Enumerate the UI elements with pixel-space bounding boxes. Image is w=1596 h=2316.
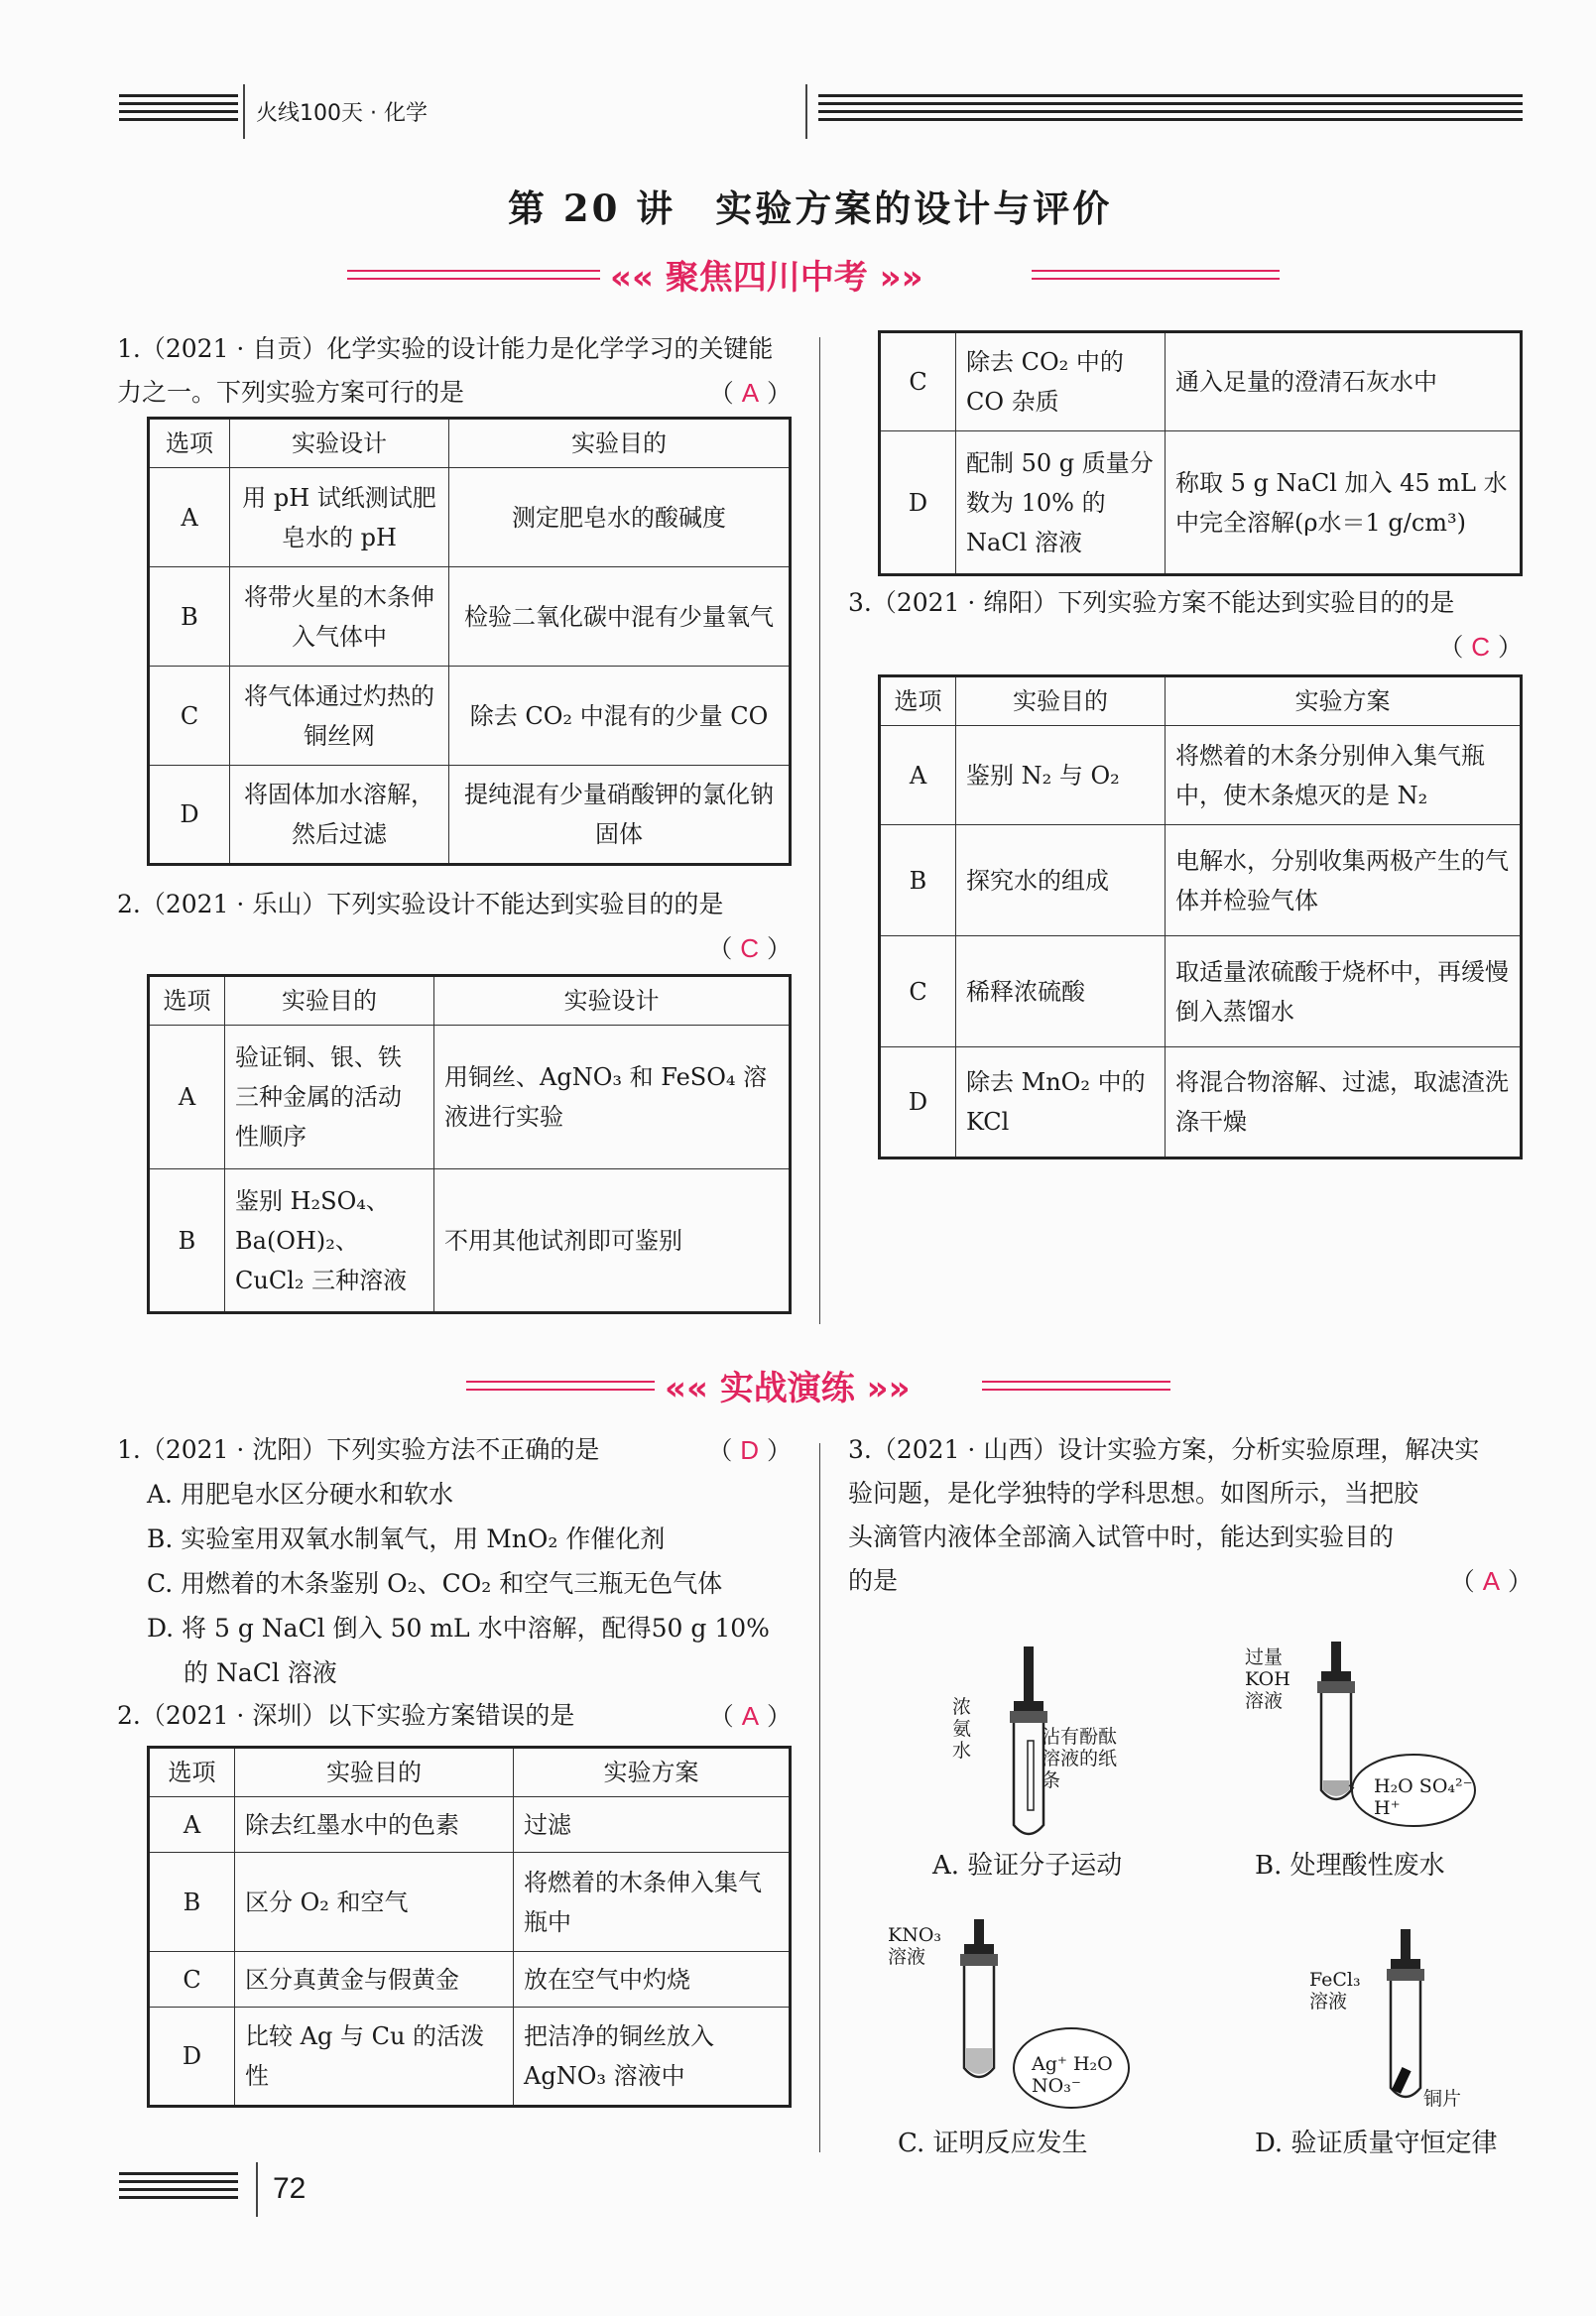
table-cell: 稀释浓硫酸: [956, 936, 1166, 1047]
table-cell: 比较 Ag 与 Cu 的活泼性: [235, 2008, 514, 2107]
table-cell: 将气体通过灼热的铜丝网: [230, 667, 449, 766]
section-title-focus: 聚焦四川中考: [665, 258, 868, 298]
q2-table-continued: [878, 330, 1523, 576]
table-cell: A: [149, 468, 230, 567]
table-header: 选项: [149, 976, 225, 1026]
table-cell: 区分真黄金与假黄金: [235, 1952, 514, 2008]
table-cell: B: [880, 825, 956, 936]
table-header: 实验设计: [230, 419, 449, 468]
table-cell: 提纯混有少量硝酸钾的氯化钠固体: [449, 766, 791, 865]
table-cell: 鉴别 N₂ 与 O₂: [956, 726, 1166, 825]
table-cell: C: [149, 667, 230, 766]
table-header: 选项: [149, 419, 230, 468]
q2-answer: C: [740, 933, 760, 963]
table-header: 实验目的: [449, 419, 791, 468]
table-header: 选项: [880, 676, 956, 726]
p2-q1-stem: 1.（2021 · 沈阳）下列实验方法不正确的是 （ D ）: [117, 1435, 792, 1465]
table-header: 实验方案: [1166, 676, 1522, 726]
table-cell: 除去 CO₂ 中混有的少量 CO: [449, 667, 791, 766]
column-divider-top: [819, 337, 820, 1324]
p2-q1-option-d-cont: 的 NaCl 溶液: [184, 1658, 337, 1687]
table-header: 实验目的: [235, 1748, 514, 1797]
footer-rule: [119, 2172, 238, 2204]
table-header: 实验设计: [434, 976, 791, 1026]
figure-b-bubble: H₂O SO₄²⁻ H⁺: [1374, 1775, 1473, 1819]
table-cell: 电解水，分别收集两极产生的气体并检验气体: [1166, 825, 1522, 936]
table-cell: 检验二氧化碳中混有少量氧气: [449, 567, 791, 667]
stem-line: 的是: [848, 1566, 899, 1595]
table-header: 实验目的: [225, 976, 434, 1026]
table-cell: D: [149, 766, 230, 865]
header-divider: [243, 84, 245, 139]
table-cell: 将带火星的木条伸入气体中: [230, 567, 449, 667]
table-cell: 验证铜、银、铁三种金属的活动性顺序: [225, 1026, 434, 1169]
table-cell: 将燃着的木条伸入集气瓶中: [514, 1853, 791, 1952]
table-cell: A: [149, 1797, 235, 1853]
header-rule-left: [119, 94, 238, 126]
figure-b-label1: 过量KOH溶液: [1245, 1646, 1290, 1712]
table-cell: 配制 50 g 质量分数为 10% 的 NaCl 溶液: [956, 431, 1166, 575]
table-cell: D: [880, 1047, 956, 1158]
q1-answer: A: [741, 378, 760, 408]
figure-d-label1: FeCl₃溶液: [1309, 1969, 1361, 2012]
table-cell: 将燃着的木条分别伸入集气瓶中，使木条熄灭的是 N₂: [1166, 726, 1522, 825]
stem-line: 3.（2021 · 山西）设计实验方案，分析实验原理，解决实: [848, 1435, 1480, 1464]
table-cell: 通入足量的澄清石灰水中: [1166, 332, 1522, 431]
stem-line: 验问题，是化学独特的学科思想。如图所示，当把胶: [848, 1479, 1419, 1508]
table-cell: D: [880, 431, 956, 575]
q1-stem: 1.（2021 · 自贡）化学实验的设计能力是化学学习的关键能力之一。下列实验方案可行的是 （ A ）: [117, 334, 792, 408]
q3-answer: C: [1471, 632, 1491, 662]
p2-q1-option-a: A. 用肥皂水区分硬水和软水: [147, 1480, 453, 1509]
table-cell: 除去 CO₂ 中的 CO 杂质: [956, 332, 1166, 431]
table-cell: 放在空气中灼烧: [514, 1952, 791, 2008]
section-banner-focus: «« 聚焦四川中考 »»: [347, 248, 1280, 307]
p2-q1-option-c: C. 用燃着的木条鉴别 O₂、CO₂ 和空气三瓶无色气体: [147, 1569, 723, 1598]
p2-q1-answer: D: [740, 1435, 760, 1465]
q2-table: [147, 974, 792, 1314]
p2-q1-option-d: D. 将 5 g NaCl 倒入 50 mL 水中溶解，配得50 g 10%: [147, 1614, 770, 1643]
page-title: 第 20 讲 实验方案的设计与评价: [508, 186, 1113, 230]
q3-stem: 3.（2021 · 绵阳）下列实验方案不能达到实验目的的是 （ C ）: [848, 588, 1523, 662]
p2-q2-stem: 2.（2021 · 深圳）以下实验方案错误的是 （ A ）: [117, 1701, 792, 1731]
table-header: 实验方案: [514, 1748, 791, 1797]
table-header: 选项: [149, 1748, 235, 1797]
table-cell: 取适量浓硫酸于烧杯中，再缓慢倒入蒸馏水: [1166, 936, 1522, 1047]
figure-c-bubble: Ag⁺ H₂O NO₃⁻: [1032, 2053, 1113, 2097]
p2-q1-option-b: B. 实验室用双氧水制氧气，用 MnO₂ 作催化剂: [147, 1524, 666, 1553]
table-cell: 用 pH 试纸测试肥皂水的 pH: [230, 468, 449, 567]
table-cell: 鉴别 H₂SO₄、Ba(OH)₂、CuCl₂ 三种溶液: [225, 1169, 434, 1313]
section-banner-practice: «« 实战演练 »»: [466, 1359, 1170, 1418]
table-cell: B: [149, 567, 230, 667]
table-cell: C: [149, 1952, 235, 2008]
p2-q2-answer: A: [741, 1701, 760, 1731]
p2-q3-answer: A: [1482, 1566, 1501, 1596]
table-cell: 将固体加水溶解，然后过滤: [230, 766, 449, 865]
table-cell: 除去 MnO₂ 中的 KCl: [956, 1047, 1166, 1158]
table-cell: B: [149, 1169, 225, 1313]
q2-stem: 2.（2021 · 乐山）下列实验设计不能达到实验目的的是 （ C ）: [117, 890, 792, 963]
q3-table: [878, 674, 1523, 1159]
figure-a-label2: 沾有酚酞溶液的纸条: [1042, 1726, 1118, 1791]
table-cell: 测定肥皂水的酸碱度: [449, 468, 791, 567]
figure-d-caption: D. 验证质量守恒定律: [1255, 2129, 1498, 2158]
table-cell: 用铜丝、AgNO₃ 和 FeSO₄ 溶液进行实验: [434, 1026, 791, 1169]
table-cell: C: [880, 332, 956, 431]
figure-a-caption: A. 验证分子运动: [932, 1851, 1123, 1881]
table-cell: B: [149, 1853, 235, 1952]
stem-line: 头滴管内液体全部滴入试管中时，能达到实验目的: [848, 1523, 1395, 1551]
table-cell: 探究水的组成: [956, 825, 1166, 936]
table-cell: 称取 5 g NaCl 加入 45 mL 水中完全溶解(ρ水＝1 g/cm³): [1166, 431, 1522, 575]
p2-q3-stem: 3.（2021 · 山西）设计实验方案，分析实验原理，解决实 验问题，是化学独特的学科思想。如图所示，当把胶 头滴管内液体全部滴入试管中时，能达到实验目的 的是 （ A ）: [848, 1428, 1533, 1604]
table-cell: 将混合物溶解、过滤，取滤渣洗涤干燥: [1166, 1047, 1522, 1158]
figure-c-label1: KNO₃溶液: [888, 1924, 942, 1968]
table-header: 实验目的: [956, 676, 1166, 726]
table-cell: A: [880, 726, 956, 825]
section-title-practice: 实战演练: [719, 1369, 855, 1408]
table-cell: 除去红墨水中的色素: [235, 1797, 514, 1853]
page-number: 72: [273, 2172, 307, 2205]
header-rule-right: [818, 94, 1523, 126]
figure-d-label2: 铜片: [1423, 2088, 1462, 2110]
table-cell: D: [149, 2008, 235, 2107]
table-cell: C: [880, 936, 956, 1047]
figure-c-caption: C. 证明反应发生: [898, 2129, 1088, 2158]
table-cell: 过滤: [514, 1797, 791, 1853]
table-cell: 不用其他试剂即可鉴别: [434, 1169, 791, 1313]
header-divider-2: [805, 84, 807, 139]
p2-q2-table: [147, 1746, 792, 2108]
footer-divider: [256, 2162, 258, 2217]
table-cell: 把洁净的铜丝放入 AgNO₃ 溶液中: [514, 2008, 791, 2107]
book-title: 火线100天 · 化学: [256, 101, 428, 126]
table-cell: A: [149, 1026, 225, 1169]
figure-a-label1: 浓氨水: [952, 1696, 972, 1762]
column-divider-bottom: [819, 1443, 820, 2152]
q1-table: [147, 417, 792, 866]
figure-b-caption: B. 处理酸性废水: [1255, 1851, 1445, 1881]
table-cell: 区分 O₂ 和空气: [235, 1853, 514, 1952]
